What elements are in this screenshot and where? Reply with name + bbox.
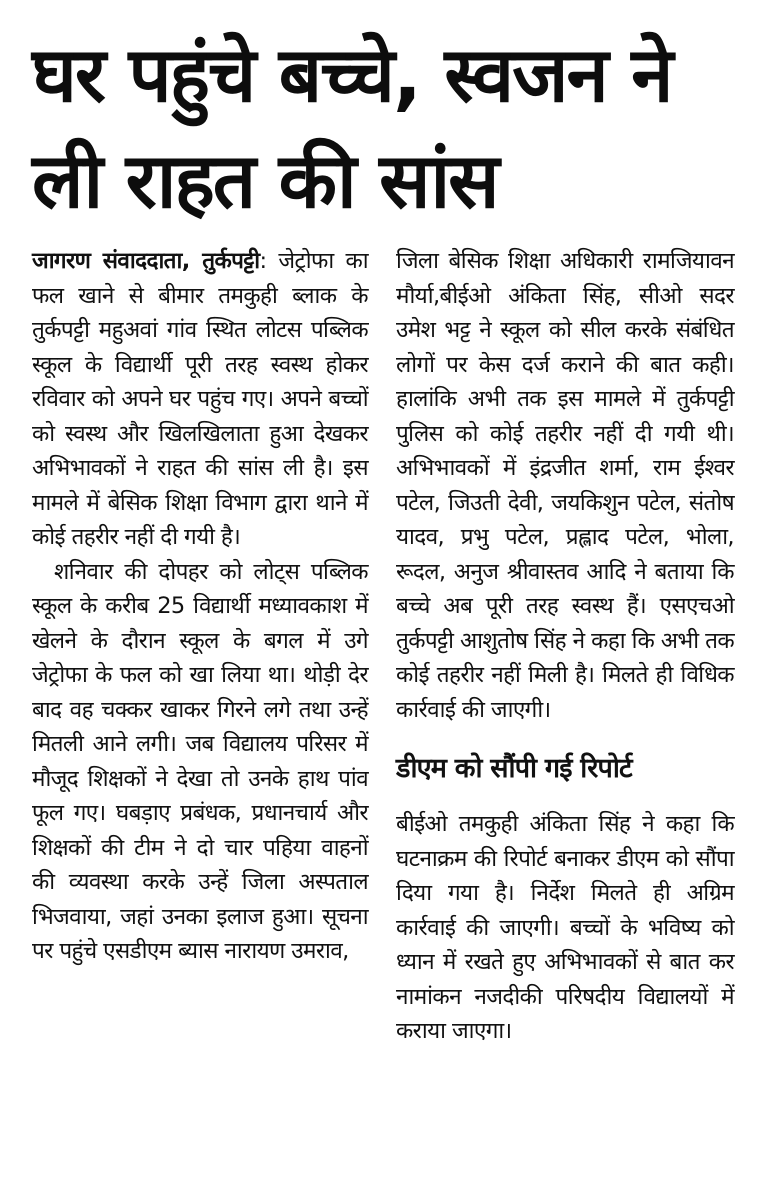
article-column-right xyxy=(396,244,734,1049)
paragraph-2: शनिवार की दोपहर को लोट्स पब्लिक स्कूल के करीब 25 विद्यार्थी मध्यावकाश में खेलने के दौरान स्कूल के बगल में उगे जेट्रोफा के फल को खा लिया था। थोड़ी देर बाद वह चक्कर खाकर गिरने लगे तथा उन्हें मितली आने लगी। जब विद्यालय परिसर में मौजूद शिक्षकों ने देखा तो उनके हाथ पांव फूल गए। घबड़ाए प्रबंधक, प्रधानचार्य और शिक्षकों की टीम ने दो चार पहिया वाहनों की व्यवस्था करके उन्हें जिला अस्पताल भिजवाया, जहां उनका इलाज हुआ। सूचना पर पहुंचे एसडीएम ब्यास नारायण उमराव, xyxy=(32,558,368,964)
headline-line-1: घर पहुंचे बच्चे, स्वजन ने xyxy=(32,30,672,119)
paragraph-1-text: : जेट्रोफा का फल खाने से बीमार तमकुही ब्लाक के तुर्कपट्टी महुअवां गांव स्थित लोटस पब्लिक स्कूल के विद्यार्थी पूरी तरह स्वस्थ होकर रविवार को अपने घर पहुंच गए। अपने बच्चों को स्वस्थ और खिलखिलाता हुआ देखकर अभिभावकों ने राहत की सांस ली है। इस मामले में बेसिक शिक्षा विभाग द्वारा थाने में कोई तहरीर नहीं दी गयी है। xyxy=(32,248,368,550)
article-body xyxy=(32,244,744,1184)
byline: जागरण संवाददाता, तुर्कपट्टी xyxy=(32,248,260,274)
subheading: डीएम को सौंपी गई रिपोर्ट xyxy=(396,753,632,784)
paragraph-4: बीईओ तमकुही अंकिता सिंह ने कहा कि घटनाक्रम की रिपोर्ट बनाकर डीएम को सौंपा दिया गया है। निर्देश मिलते ही अग्रिम कार्रवाई की जाएगी। बच्चों के भविष्य को ध्यान में रखते हुए अभिभावकों से बात कर नामांकन नजदीकी परिषदीय विद्यालयों में कराया जाएगा। xyxy=(396,811,734,1044)
paragraph-3: जिला बेसिक शिक्षा अधिकारी रामजियावन मौर्या,बीईओ अंकिता सिंह, सीओ सदर उमेश भट्ट ने स्कूल को सील करके संबंधित लोगों पर केस दर्ज कराने की बात कही। हालांकि अभी तक इस मामले में तुर्कपट्टी पुलिस को कोई तहरीर नहीं दी गयी थी। अभिभावकों में इंद्रजीत शर्मा, राम ईश्वर पटेल, जिउती देवी, जयकिशुन पटेल, संतोष यादव, प्रभु पटेल, प्रह्लाद पटेल, भोला, रूदल, अनुज श्रीवास्तव आदि ने बताया कि बच्चे अब पूरी तरह स्वस्थ हैं। एसएचओ तुर्कपट्टी आशुतोष सिंह ने कहा कि अभी तक कोई तहरीर नहीं मिली है। मिलते ही विधिक कार्रवाई की जाएगी। xyxy=(396,248,734,723)
paragraph-1 xyxy=(32,244,368,555)
headline-line-2: ली राहत की सांस xyxy=(32,136,498,225)
article-column-left xyxy=(32,244,368,969)
headline xyxy=(32,22,742,234)
